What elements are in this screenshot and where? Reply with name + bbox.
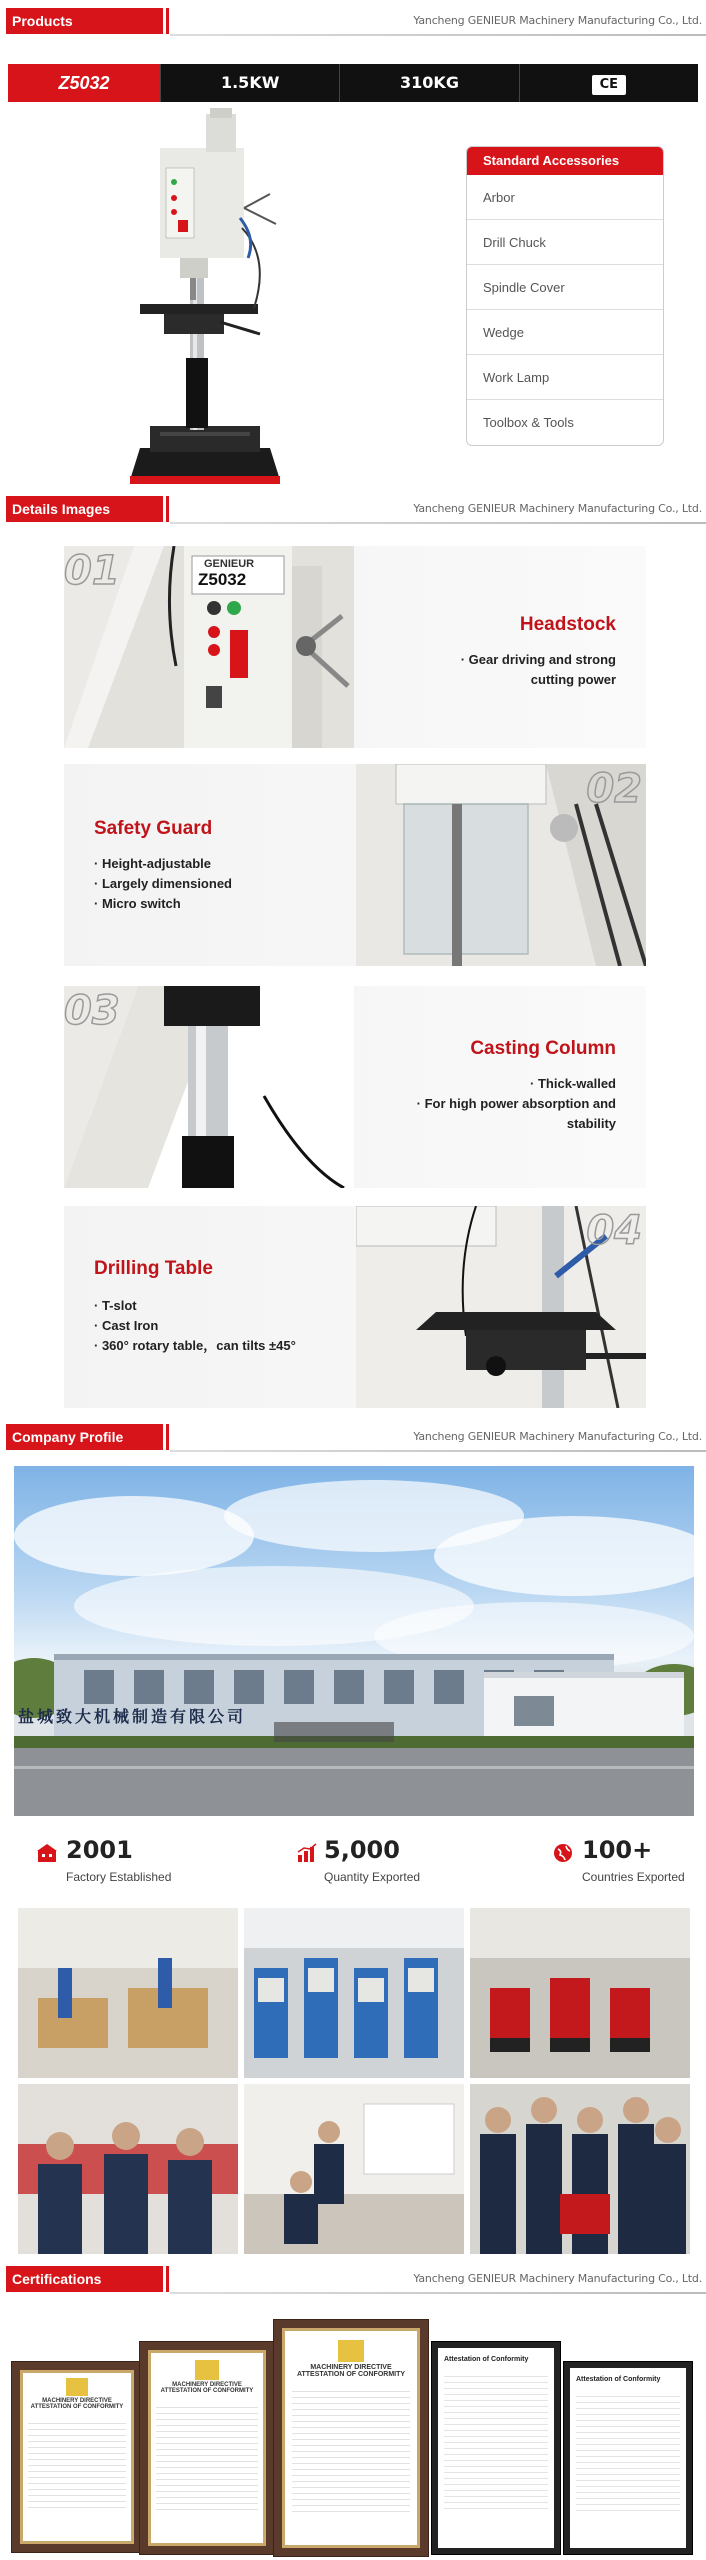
ce-mark-cell — [519, 64, 698, 102]
factory-gallery — [18, 1908, 690, 2254]
section-title: Certifications — [6, 2266, 166, 2292]
detail-headstock — [64, 546, 646, 748]
company-name: Yancheng GENIEUR Machinery Manufacturing Co., Ltd. — [413, 2272, 702, 2285]
detail-bullet: · Thick-walled — [396, 1074, 616, 1094]
detail-bullet: · For high power absorption and stability — [396, 1094, 616, 1134]
divider — [170, 522, 706, 524]
certificate-title: Attestation of Conformity — [444, 2356, 529, 2363]
certificate-frame — [12, 2362, 142, 2552]
gallery-photo — [18, 2084, 238, 2254]
weight-spec: 310KG — [339, 64, 518, 102]
building-icon — [36, 1842, 58, 1864]
stat-value: 2001 — [66, 1836, 133, 1864]
detail-title: Casting Column — [470, 1038, 616, 1059]
detail-casting-column — [64, 986, 646, 1188]
gallery-photo — [470, 1908, 690, 2078]
spec-bar — [8, 64, 698, 102]
accessory-item: Drill Chuck — [467, 220, 663, 265]
stat-label: Quantity Exported — [324, 1870, 421, 1884]
certificate-seal — [338, 2340, 364, 2362]
certificate-frame — [564, 2362, 692, 2554]
detail-drilling-table — [64, 1206, 646, 1408]
detail-title: Drilling Table — [94, 1258, 213, 1279]
detail-bullets — [94, 1296, 344, 1356]
section-title: Products Description — [6, 8, 166, 34]
factory-photo — [14, 1466, 694, 1816]
company-name: Yancheng GENIEUR Machinery Manufacturing Co., Ltd. — [413, 14, 702, 27]
panel-brand: GENIEUR — [204, 558, 255, 570]
bar-chart-icon — [296, 1842, 318, 1864]
section-title: Details Images — [6, 496, 166, 522]
divider — [170, 34, 706, 36]
stat-value: 100+ — [582, 1836, 653, 1864]
certificate-body — [28, 2418, 126, 2508]
section-title: Company Profile — [6, 1424, 166, 1450]
power-spec: 1.5KW — [160, 64, 339, 102]
accessories-card — [466, 146, 664, 446]
certificate-seal — [66, 2378, 88, 2396]
detail-bullet: · Cast Iron — [94, 1316, 344, 1336]
gallery-photo — [470, 2084, 690, 2254]
detail-bullets — [396, 1074, 616, 1134]
accessories-title: Standard Accessories — [467, 147, 663, 175]
detail-bullet: · Height-adjustable — [94, 854, 314, 874]
detail-title: Safety Guard — [94, 818, 213, 839]
factory-sign: 盐城致大机械制造有限公司 — [18, 1707, 247, 1726]
certificate-body — [576, 2391, 680, 2515]
accessory-item: Work Lamp — [467, 355, 663, 400]
detail-number: 03 — [64, 988, 120, 1034]
accessory-item: Arbor — [467, 175, 663, 220]
detail-bullets — [416, 650, 616, 690]
ce-mark: CE — [592, 75, 626, 95]
certificate-frame — [140, 2342, 274, 2554]
drill-press-image — [120, 108, 290, 488]
certificate-frame — [274, 2320, 428, 2556]
certificate-body — [444, 2371, 548, 2511]
divider — [170, 2292, 706, 2294]
panel-model: Z5032 — [198, 570, 247, 589]
accessory-item: Toolbox & Tools — [483, 415, 574, 430]
detail-bullet: · Micro switch — [94, 894, 314, 914]
detail-bullet: · 360° rotary table，can tilts ±45° — [94, 1336, 344, 1356]
company-name: Yancheng GENIEUR Machinery Manufacturing Co., Ltd. — [413, 502, 702, 515]
globe-icon — [552, 1842, 574, 1864]
stat-label: Factory Established — [66, 1870, 172, 1884]
section-header-details — [0, 492, 706, 528]
divider — [170, 1450, 706, 1452]
section-header-products — [0, 4, 706, 55]
stat-value: 5,000 — [324, 1836, 400, 1864]
accessory-item: Wedge — [467, 310, 663, 355]
detail-bullet: · T-slot — [94, 1296, 344, 1316]
certificate-title: MACHINERY DIRECTIVE ATTESTATION OF CONFORMITY — [160, 2382, 254, 2394]
gallery-photo — [244, 1908, 464, 2078]
detail-number: 02 — [586, 766, 642, 812]
company-name: Yancheng GENIEUR Machinery Manufacturing Co., Ltd. — [413, 1430, 702, 1443]
detail-title: Headstock — [519, 614, 616, 635]
certificate-body — [292, 2386, 410, 2516]
detail-bullet: · Largely dimensioned — [94, 874, 314, 894]
detail-number: 04 — [586, 1208, 642, 1254]
certificate-title: Attestation of Conformity — [576, 2376, 661, 2383]
section-header-certs — [0, 2262, 706, 2298]
certificates-row — [12, 2316, 696, 2556]
certificate-body — [156, 2402, 258, 2512]
model-label: Z5032 — [8, 64, 160, 102]
certificate-title: MACHINERY DIRECTIVE ATTESTATION OF CONFORMITY — [30, 2398, 124, 2410]
detail-bullet: · Gear driving and strong cutting power — [416, 650, 616, 690]
detail-safety-guard — [64, 764, 646, 966]
certificate-seal — [195, 2360, 219, 2380]
stat-label: Countries Exported — [582, 1870, 685, 1884]
gallery-photo — [244, 2084, 464, 2254]
certificate-frame — [432, 2342, 560, 2554]
company-stats — [0, 1836, 706, 1896]
section-header-company — [0, 1420, 706, 1456]
detail-bullets — [94, 854, 314, 914]
gallery-photo — [18, 1908, 238, 2078]
certificate-title: MACHINERY DIRECTIVE ATTESTATION OF CONFORMITY — [296, 2364, 406, 2378]
accessory-item: Spindle Cover — [467, 265, 663, 310]
detail-number: 01 — [64, 548, 120, 594]
